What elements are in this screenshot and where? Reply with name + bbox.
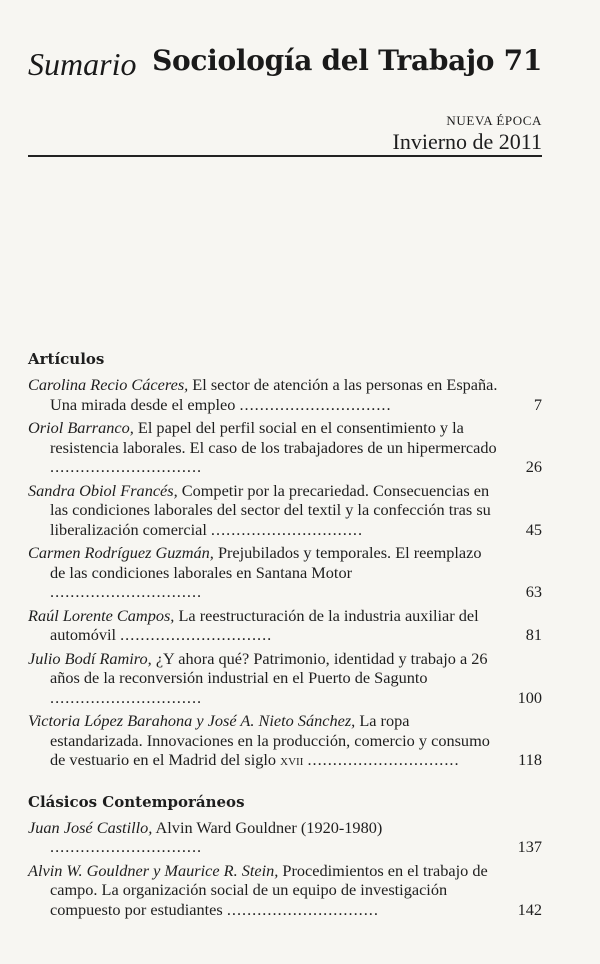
toc-entry[interactable] xyxy=(28,543,542,602)
section-label: Sumario xyxy=(28,46,137,82)
entry-page: 81 xyxy=(525,625,542,644)
toc-entry[interactable] xyxy=(28,711,542,770)
entry-title-century: xvii xyxy=(280,750,304,769)
entry-author: Oriol Barranco, xyxy=(28,418,134,437)
entry-page: 7 xyxy=(533,394,542,414)
dot-leader: .............................. xyxy=(210,519,364,539)
entry-author: Juan José Castillo, xyxy=(28,817,153,837)
entry-page: 63 xyxy=(525,582,542,601)
entry-title: ¿Y ahora qué? Patrimonio, identidad y trabajo a 26 años de la reconversión industrial en el Puerto de Sagunto xyxy=(50,648,488,687)
entry-author: Julio Bodí Ramiro, xyxy=(28,648,152,668)
entry-author: Alvin W. Gouldner y Maurice R. Stein, xyxy=(28,860,279,880)
dot-leader: .............................. xyxy=(239,394,392,414)
entry-author: Carmen Rodríguez Guzmán, xyxy=(28,543,214,562)
toc-entry[interactable] xyxy=(28,606,542,645)
toc-entry[interactable] xyxy=(28,818,542,857)
entry-title: El papel del perfil social en el consentimiento y la resistencia laborales. El caso de los trabajadores de un hipermercado xyxy=(50,418,497,457)
entry-page: 45 xyxy=(525,519,542,539)
dot-leader: .............................. xyxy=(50,457,203,476)
entry-author: Victoria López Barahona y José A. Nieto Sánchez, xyxy=(28,711,356,730)
toc-entry[interactable] xyxy=(28,861,542,920)
section-title-articulos: Artículos xyxy=(28,350,105,368)
entry-page: 26 xyxy=(525,457,542,476)
entry-page: 100 xyxy=(517,687,542,707)
dot-leader: .............................. xyxy=(307,750,460,769)
table-of-contents xyxy=(28,349,542,923)
entry-page: 142 xyxy=(517,899,542,919)
dot-leader: .............................. xyxy=(50,837,203,856)
dot-leader: .............................. xyxy=(50,687,203,707)
toc-entry[interactable] xyxy=(28,418,542,477)
header-rule xyxy=(28,155,542,157)
dot-leader: .............................. xyxy=(120,625,273,644)
entry-title: La reestructuración de la industria auxiliar del automóvil xyxy=(50,605,479,644)
entry-title: Prejubilados y temporales. El reemplazo de las condiciones laborales en Santana Motor xyxy=(50,543,482,582)
entry-author: Raúl Lorente Campos, xyxy=(28,605,175,625)
entry-title: Procedimientos en el trabajo de campo. La organización social de un equipo de investigación compuesto por estudiantes xyxy=(50,860,488,919)
entry-author: Carolina Recio Cáceres, xyxy=(28,375,189,394)
toc-entry[interactable] xyxy=(28,481,542,540)
edition-label: NUEVA ÉPOCA xyxy=(446,113,542,128)
issue-season: Invierno de 2011 xyxy=(392,129,542,154)
entry-page: 137 xyxy=(517,837,542,856)
entry-title: La ropa estandarizada. Innovaciones en la producción, comercio y consumo de vestuario en el Madrid del siglo xyxy=(50,711,490,769)
toc-entry[interactable] xyxy=(28,375,542,414)
section-title-clasicos: Clásicos Contemporáneos xyxy=(28,792,245,811)
entry-title: Competir por la precariedad. Consecuencias en las condiciones laborales del sector del textil y la confección tras su liberalización comercial xyxy=(50,480,491,539)
entry-title: El sector de atención a las personas en España. Una mirada desde el empleo xyxy=(50,375,498,414)
entry-author: Sandra Obiol Francés, xyxy=(28,480,178,500)
dot-leader: .............................. xyxy=(226,899,379,919)
entry-page: 118 xyxy=(518,750,542,769)
dot-leader: .............................. xyxy=(50,582,203,601)
toc-entry[interactable] xyxy=(28,649,542,708)
entry-title: Alvin Ward Gouldner (1920-1980) xyxy=(152,817,383,837)
journal-title: Sociología del Trabajo 71 xyxy=(152,44,542,77)
